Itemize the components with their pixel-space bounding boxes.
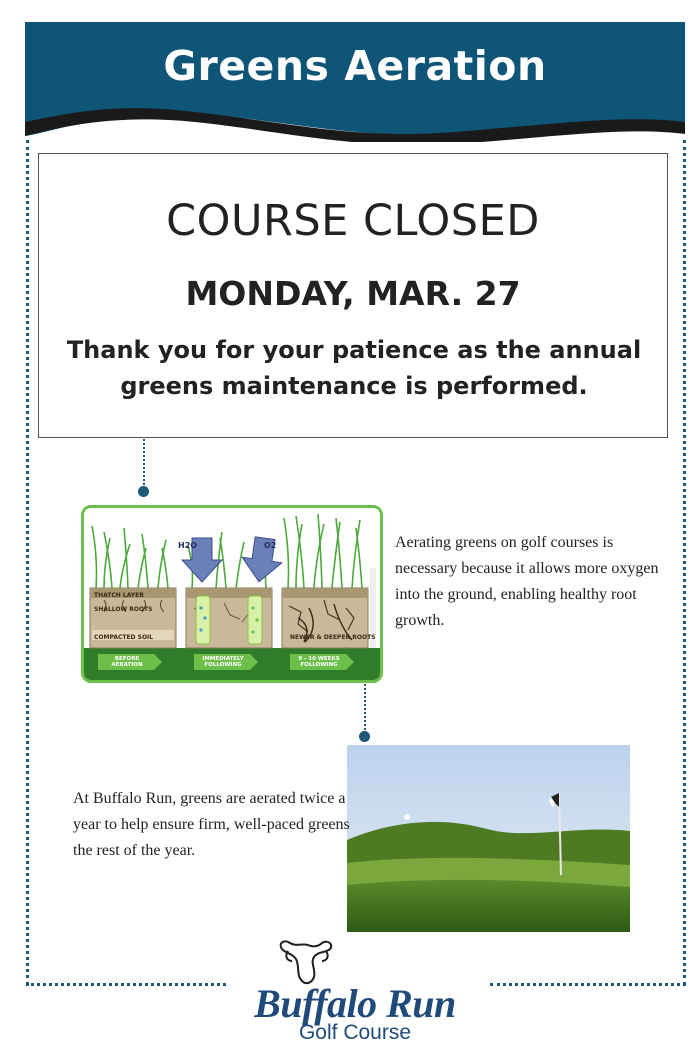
stage-weeks-label: 9 - 10 WEEKS FOLLOWING: [298, 656, 340, 668]
thank-you-message: Thank you for your patience as the annual greens maintenance is performed.: [66, 336, 642, 400]
o2-label: O2: [264, 541, 277, 550]
frame-dotted-right: [683, 140, 686, 985]
connector-line: [143, 439, 145, 489]
buffalo-run-text: At Buffalo Run, greens are aerated twice a year to help ensure firm, well-paced greens the rest of the year.: [73, 790, 350, 859]
connector-dot: [138, 486, 149, 497]
closure-date: MONDAY, MAR. 27: [185, 274, 521, 313]
connector-dot: [359, 731, 370, 742]
course-closed-heading: COURSE CLOSED: [166, 196, 540, 246]
closure-notice-box: [38, 153, 668, 438]
golf-green-photo-illustration: [347, 745, 630, 932]
frame-dotted-bottom-right: [490, 983, 686, 986]
buffalo-run-logo: [230, 935, 480, 1053]
frame-dotted-bottom-left: [26, 983, 226, 986]
frame-dotted-left: [26, 140, 29, 985]
stage-before-label: BEFORE AERATION: [111, 656, 143, 668]
stage-immediately-label: IMMEDIATELY FOLLOWING: [202, 656, 244, 668]
shallow-roots-label: SHALLOW ROOTS: [94, 606, 153, 613]
logo-subtitle: Golf Course: [298, 1021, 412, 1044]
connector-line: [364, 684, 366, 734]
header-banner: [25, 22, 685, 142]
compacted-soil-label: COMPACTED SOIL: [94, 634, 154, 641]
newer-roots-label: NEWER & DEEPER ROOTS: [290, 634, 376, 641]
page-title: Greens Aeration: [163, 42, 547, 90]
aeration-reason-text: Aerating greens on golf courses is necessary because it allows more oxygen into the ground, enabling healthy root growth.: [395, 534, 659, 629]
aeration-diagram: [81, 505, 383, 683]
h2o-label: H2O: [178, 541, 198, 550]
thatch-layer-label: THATCH LAYER: [94, 592, 144, 599]
golf-green-photo: [347, 745, 630, 932]
logo-name: Buffalo Run: [254, 981, 456, 1026]
